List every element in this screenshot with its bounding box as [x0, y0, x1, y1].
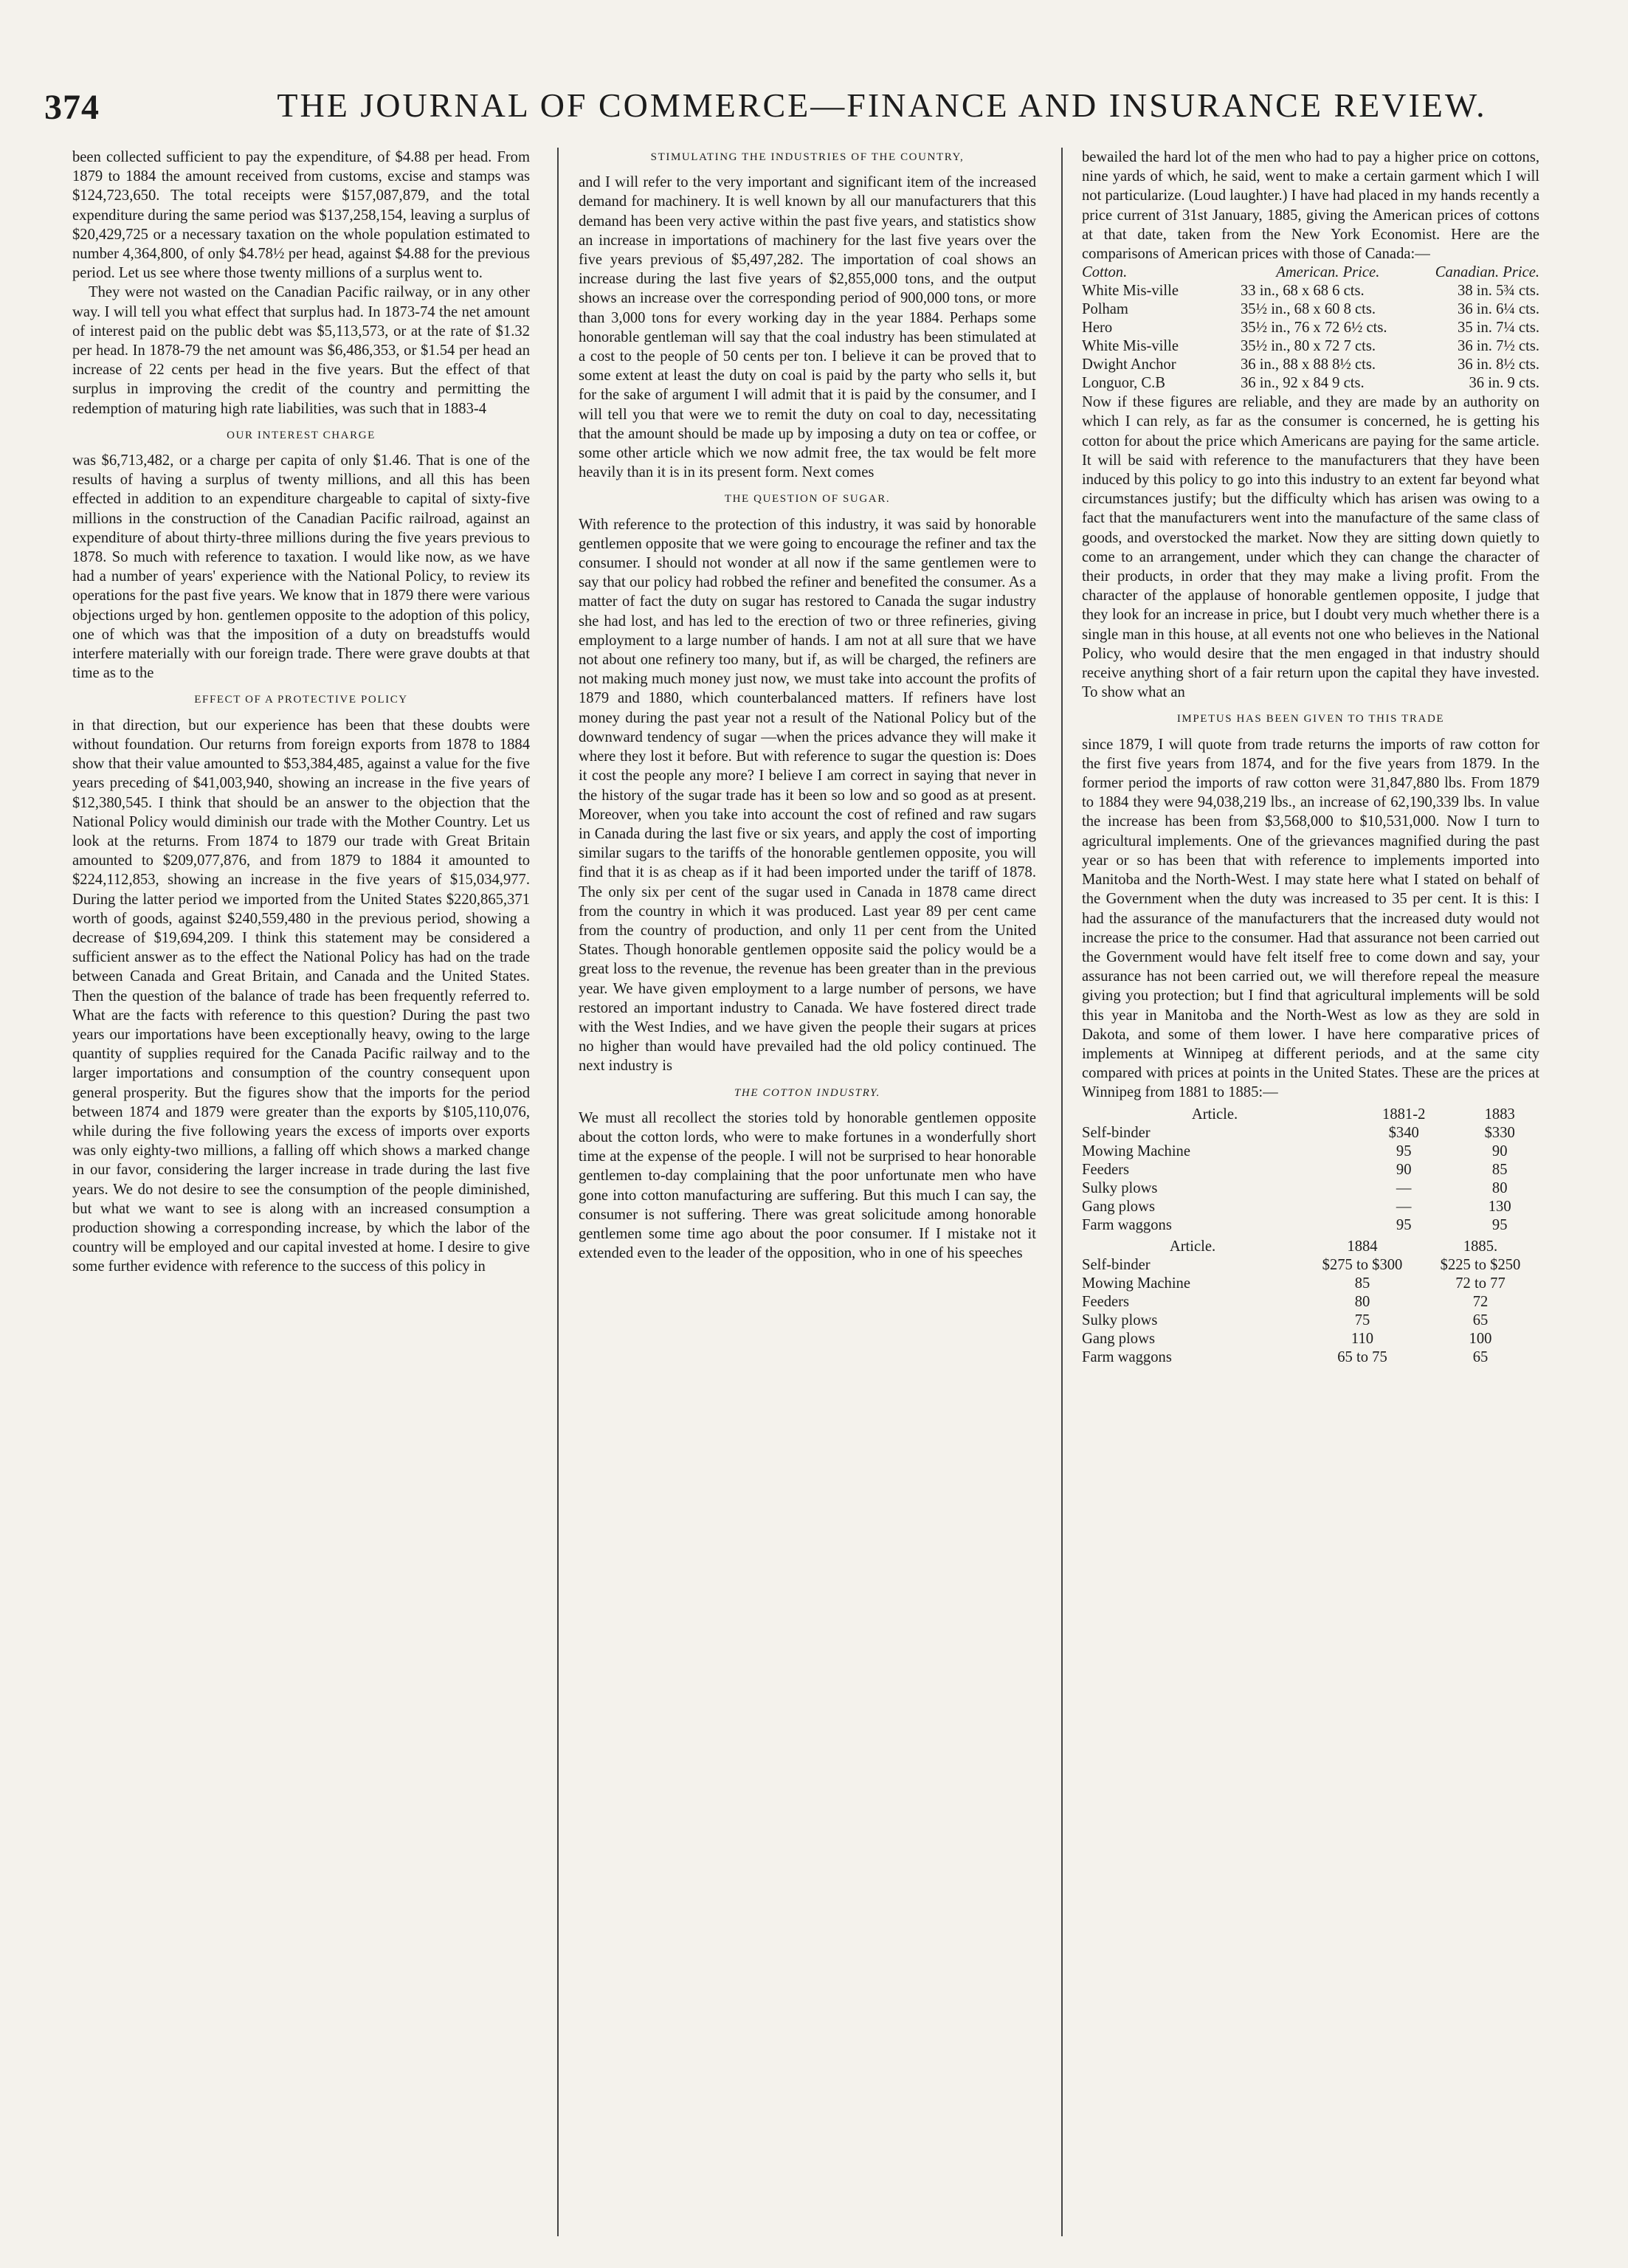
- section-subhead: OUR INTEREST CHARGE: [227, 429, 376, 441]
- table-cell: —: [1396, 1179, 1412, 1196]
- table-cell: $225 to $250: [1440, 1256, 1521, 1273]
- table-cell: 80: [1491, 1179, 1508, 1196]
- table-row: [1082, 1348, 1539, 1367]
- table-cell: 35 in. 7¼ cts.: [1458, 320, 1539, 337]
- table-cell: 95: [1396, 1216, 1412, 1233]
- table-cell: Self-binder: [1082, 1256, 1151, 1273]
- column-header: 1885.: [1463, 1238, 1498, 1255]
- column-header: Cotton.: [1082, 264, 1128, 281]
- column-header: 1881-2: [1382, 1106, 1426, 1123]
- table-cell: Hero: [1082, 320, 1113, 337]
- column-header: 1884: [1347, 1238, 1378, 1255]
- table-row: [1082, 337, 1539, 356]
- table-cell: 65 to 75: [1337, 1348, 1387, 1365]
- table-cell: Sulky plows: [1082, 1179, 1158, 1196]
- table-cell: Mowing Machine: [1082, 1142, 1190, 1159]
- table-cell: 36 in., 88 x 88 8½ cts.: [1241, 356, 1376, 373]
- table-row: [1082, 1124, 1539, 1142]
- journal-title: THE JOURNAL OF COMMERCE—FINANCE AND INSURANCE REVIEW.: [277, 86, 1487, 124]
- table-cell: 35½ in., 80 x 72 7 cts.: [1241, 338, 1376, 355]
- table-row: [1082, 282, 1539, 300]
- table-row: [1082, 1216, 1539, 1235]
- cotton-price-table: [1082, 263, 1539, 393]
- table-cell: 80: [1354, 1293, 1370, 1310]
- table-cell: 85: [1491, 1161, 1508, 1178]
- table-row: [1082, 1179, 1539, 1198]
- paragraph: was $6,713,482, or a charge per capita of only $1.46. That is one of the results of having a surplus of twenty millions, and all this has been effected in addition to an expenditure chargeable to capital of sixty-five millions in the construction of the Canadian Pacific railroad, against an expenditure of about thirty-three millions during the five years previous to 1878. So much with reference to taxation. I would like now, as we have had a number of years' experience with the National Policy, to review its operations for the past five years. We know that in 1879 there were various objections urged by hon. gentlemen opposite to the adoption of this policy, one of which was that the imposition of a duty on breadstuffs would interfere materially with our foreign trade. There were grave doubts at that time as to the: [72, 452, 530, 682]
- column-header: 1883: [1484, 1106, 1515, 1123]
- table-cell: Polham: [1082, 301, 1128, 318]
- section-subhead: THE QUESTION OF SUGAR.: [724, 493, 891, 506]
- table-row: [1082, 1142, 1539, 1161]
- table-cell: 36 in., 92 x 84 9 cts.: [1241, 375, 1365, 392]
- paragraph: With reference to the protection of this industry, it was said by honorable gentlemen opposite that we were going to encourage the refiner and tax the consumer. I should not wonder at all now if the same gentlemen were to say that our policy had robbed the refiner and benefited the consumer. As a matter of fact the duty on sugar has restored to Canada the sugar industry she had lost, and has led to the erection of two or three refineries, giving employment to a large number of hands. I am not at all sure that we have not about one refinery too many, but if, as will be charged, the refiners are not making much money just now, we must take into account the profits of 1879 and 1880, which counterbalanced matters. If refiners have lost money during the past year not a result of the National Policy but of the downward tendency of sugar —when the prices advance they will make it where they lost it before. But with reference to sugar the question is: Does it cost the people any more? I believe I am correct in saying that never in the history of the sugar trade has it been so low and so good as at present. Moreover, when you take into account the cost of refined and raw sugars in Canada during the last five or six years, and apply the cost of importing similar sugars to the tariffs of the honorable gentlemen opposite, you will find that it is as cheap as if it had been imported under the tariff of 1878. The only six per cent of the sugar used in Canada in 1878 came direct from the country in which it was produced. Last year 89 per cent came from the country of production, and only 11 per cent from the United States. Though honorable gentlemen opposite said the policy would be a great loss to the revenue, the revenue has been greater than in the previous year. We have given employment to a large number of persons, we have restored an important industry to Canada. We have fostered direct trade with the West Indies, and we have given the people their sugars at prices no higher than would have prevailed had the old policy continued. The next industry is: [579, 516, 1036, 1075]
- table-cell: $330: [1484, 1124, 1515, 1141]
- column-header: Article.: [1191, 1106, 1238, 1123]
- table-cell: Feeders: [1082, 1293, 1130, 1310]
- column-divider: [1061, 148, 1063, 2236]
- table-cell: Dwight Anchor: [1082, 356, 1176, 373]
- paragraph: bewailed the hard lot of the men who had to pay a higher price on cottons, nine yards of which, he said, went to make a certain garment which I will not particularize. (Loud laughter.) I have had placed in my hands recently a price current of 31st January, 1885, giving the American prices of cottons at that date, taken from the New York Economist. Here are the comparisons of American prices with those of Canada:—: [1082, 149, 1539, 263]
- table-cell: 33 in., 68 x 68 6 cts.: [1241, 283, 1365, 300]
- table-cell: Gang plows: [1082, 1198, 1155, 1215]
- table-cell: 36 in. 7½ cts.: [1458, 338, 1539, 355]
- table-row: [1082, 319, 1539, 337]
- section-subhead: STIMULATING THE INDUSTRIES OF THE COUNTRY,: [650, 151, 965, 163]
- section-subhead: IMPETUS HAS BEEN GIVEN TO THIS TRADE: [1176, 713, 1445, 725]
- column-header: Article.: [1169, 1238, 1216, 1255]
- implement-price-table-1884-1885: [1082, 1238, 1539, 1367]
- table-cell: White Mis-ville: [1082, 338, 1179, 355]
- paragraph: in that direction, but our experience has been that these doubts were without foundation. Our returns from foreign exports from 1878 to 1884 show that their value amounted to $53,384,485, against a value for the five years preceding of $41,003,940, showing an increase in the five years of $12,380,545. I think that should be an answer to the objection that the National Policy would diminish our trade with the Mother Country. Let us look at the returns. From 1874 to 1879 our trade with Great Britain amounted to $209,077,876, and from 1879 to 1884 it amounted to $224,112,853, showing an increase in the five years of $15,034,977. During the latter period we imported from the United States $220,865,371 worth of goods, against $240,559,480 in the previous period, showing a decrease of $19,694,209. I think this statement may be considered a sufficient answer as to the effect the National Policy has had on the trade between Canada and Great Britain, and Canada and the United States. Then the question of the balance of trade has been frequently referred to. What are the facts with reference to this question? During the past two years our importations have been exceptionally heavy, owing to the large quantity of supplies required for the Canada Pacific railway and to the larger importations and consumption of the country consequent upon general prosperity. But the figures show that the imports for the period between 1874 and 1879 were greater than the exports by $105,110,076, while during the five following years the excess of imports over exports was only eighty-two millions, a falling off which shows a marked change in our favor, considering the larger increase in trade during the last five years. We do not desire to see the consumption of the people diminished, but what we want to see is along with an increased consumption a production showing a corresponding increase, by which the labor of the country will be employed and our capital invested at home. I desire to give some further evidence with reference to the success of this policy in: [72, 717, 530, 1275]
- table-cell: 35½ in., 68 x 60 8 cts.: [1241, 301, 1376, 318]
- table-header-row: [1082, 1106, 1539, 1124]
- table-row: [1082, 300, 1539, 319]
- table-cell: 36 in. 6¼ cts.: [1458, 301, 1539, 318]
- table-cell: 100: [1469, 1330, 1492, 1347]
- table-cell: 38 in. 5¾ cts.: [1458, 283, 1539, 300]
- section-subhead: EFFECT OF A PROTECTIVE POLICY: [194, 694, 408, 706]
- paragraph: and I will refer to the very important and significant item of the increased demand for machinery. It is well known by all our manufacturers that this demand has been very active within the past five years, and statistics show an increase in importations of machinery for the last five years over the five years previous of $5,497,282. The importation of coal shows an increase during the last five years of $2,855,000 tons, and the output shows an increase over the corresponding period of 900,000 tons, or more than 3,000 tons for every working day in the year 1884. Perhaps some honorable gentleman will say that the coal industry has been stimulated at a cost to the people of 50 cents per ton. I believe it can be proved that to some extent at least the duty on coal is paid by the party who sells it, but for the sake of argument I will admit that it is paid by the consumer, and I will tell you that were we to remit the duty on coal to day, necessitating that the amount should be made up by imposing a duty on tea or coffee, or some other article which we now admit free, the tax would be felt more heavily than it is in its present form. Next comes: [579, 174, 1036, 481]
- section-subhead: THE COTTON INDUSTRY.: [734, 1086, 881, 1099]
- table-cell: 95: [1396, 1142, 1412, 1159]
- table-cell: 90: [1396, 1161, 1412, 1178]
- column-left: [72, 148, 530, 1277]
- column-divider: [557, 148, 559, 2236]
- table-row: [1082, 1198, 1539, 1216]
- table-cell: Farm waggons: [1082, 1216, 1172, 1233]
- table-cell: Longuor, C.B: [1082, 375, 1166, 392]
- table-cell: 110: [1351, 1330, 1374, 1347]
- table-cell: 72 to 77: [1455, 1275, 1505, 1292]
- table-row: [1082, 356, 1539, 374]
- table-cell: 130: [1488, 1198, 1511, 1215]
- table-cell: 36 in. 9 cts.: [1469, 375, 1539, 392]
- table-cell: 65: [1472, 1348, 1489, 1365]
- table-row: [1082, 1256, 1539, 1275]
- paragraph: We must all recollect the stories told by honorable gentlemen opposite about the cotton lords, who were to make fortunes in a wonderfully short time at the expense of the people. I will not be surprised to hear honorable gentlemen to-day complaining that the poor unfortunate men who have gone into cotton manufacturing are suffering. But this much I can say, the consumer is not suffering. There was great solicitude among honorable gentlemen some time ago about the poor consumer. If I mistake not it extended even to the leader of the opposition, who in one of his speeches: [579, 1109, 1036, 1262]
- table-cell: Gang plows: [1082, 1330, 1155, 1347]
- table-row: [1082, 1275, 1539, 1293]
- table-cell: 72: [1472, 1293, 1489, 1310]
- table-header-row: [1082, 1238, 1539, 1256]
- paragraph: Now if these figures are reliable, and they are made by an authority on which I can rely, as far as the consumer is concerned, he is getting his cotton for about the price which Americans are paying for the same article. It will be said with reference to the manufacturers that they have been induced by this policy to go into this industry to an extent far beyond what circumstances justify; but the difficulty which has arisen was owing to a fact that the manufacturers went into the manufacture of the same class of goods, and overstocked the market. Now they are sitting down quietly to come to an arrangement, under which they can change the character of their products, in order that they may make a living profit. From the character of the applause of honorable gentlemen opposite, I judge that they look for an increase in price, but I doubt very much whether there is a single man in this house, at all events not one who believes in the National Policy, who would desire that the men engaged in that industry should receive anything short of a fair return upon the capital they have invested. To show what an: [1082, 394, 1539, 701]
- table-cell: 85: [1354, 1275, 1370, 1292]
- table-cell: —: [1396, 1198, 1412, 1215]
- column-right: [1082, 148, 1539, 1367]
- table-row: [1082, 1293, 1539, 1311]
- table-cell: $340: [1388, 1124, 1419, 1141]
- table-cell: 36 in. 8½ cts.: [1458, 356, 1539, 373]
- table-cell: Self-binder: [1082, 1124, 1151, 1141]
- table-cell: Mowing Machine: [1082, 1275, 1190, 1292]
- table-row: [1082, 1330, 1539, 1348]
- table-row: [1082, 374, 1539, 393]
- paragraph: been collected sufficient to pay the expenditure, of $4.88 per head. From 1879 to 1884 the amount received from customs, excise and stamps was $124,723,650. The total receipts were $157,087,879, and the total expenditure during the same period was $137,258,154, leaving a surplus of $20,429,725 or a necessary taxation on the whole population estimated to number 4,364,800, of only $4.78½ per head, against $4.88 for the previous period. Let us see where those twenty millions of a surplus went to.: [72, 149, 530, 282]
- column-middle: [579, 148, 1036, 1263]
- table-cell: 95: [1491, 1216, 1508, 1233]
- paragraph: They were not wasted on the Canadian Pacific railway, or in any other way. I will tell you what effect that surplus had. In 1873-74 the net amount of interest paid on the public debt was $5,113,573, or at the rate of $1.32 per head. In 1878-79 the net amount was $6,486,353, or $1.54 per head an increase of 22 cents per head in the five years. But the effect of that surplus in improving the credit of the country and permitting the redemption of maturing high rate liabilities, was such that in 1883-4: [72, 284, 530, 417]
- table-row: [1082, 1311, 1539, 1330]
- table-cell: 65: [1472, 1311, 1489, 1328]
- page-number: 374: [44, 88, 100, 127]
- table-cell: 90: [1491, 1142, 1508, 1159]
- table-row: [1082, 1161, 1539, 1179]
- table-cell: 75: [1354, 1311, 1370, 1328]
- column-header: Canadian. Price.: [1435, 264, 1539, 281]
- table-header-row: [1082, 263, 1539, 282]
- paragraph: since 1879, I will quote from trade returns the imports of raw cotton for the first five years from 1874, and for the five years from 1879. In the former period the imports of raw cotton were 31,847,880 lbs. From 1879 to 1884 they were 94,038,219 lbs., an increase of 62,190,339 lbs. In value the increase has been from $3,568,000 to $10,531,000. Now I turn to agricultural implements. One of the grievances magnified during the past year or so has been that with reference to implements imported into Manitoba and the North-West. I may state here what I stated on behalf of the Government when the duty was increased to 35 per cent. It is this: I had the assurance of the manufacturers that the increased duty would not increase the price to the consumer. Had that assurance not been carried out the Government would have felt itself free to come down and say, your assurance has not been carried out, we will therefore repeal the measure giving you protection; but I find that agricultural implements will be sold this year in Manitoba and the North-West as low as they are sold in Dakota, and some of them lower. I have here comparative prices of implements at Winnipeg at different periods, and at the same city compared with prices at points in the United States. These are the prices at Winnipeg from 1881 to 1885:—: [1082, 736, 1539, 1101]
- implement-price-table-1881-1883: [1082, 1106, 1539, 1235]
- column-header: American. Price.: [1276, 264, 1380, 281]
- table-cell: Feeders: [1082, 1161, 1130, 1178]
- table-cell: Farm waggons: [1082, 1348, 1172, 1365]
- page-header: [44, 83, 1609, 134]
- table-cell: White Mis-ville: [1082, 283, 1179, 300]
- table-cell: $275 to $300: [1322, 1256, 1403, 1273]
- table-cell: 35½ in., 76 x 72 6½ cts.: [1241, 320, 1387, 337]
- table-cell: Sulky plows: [1082, 1311, 1158, 1328]
